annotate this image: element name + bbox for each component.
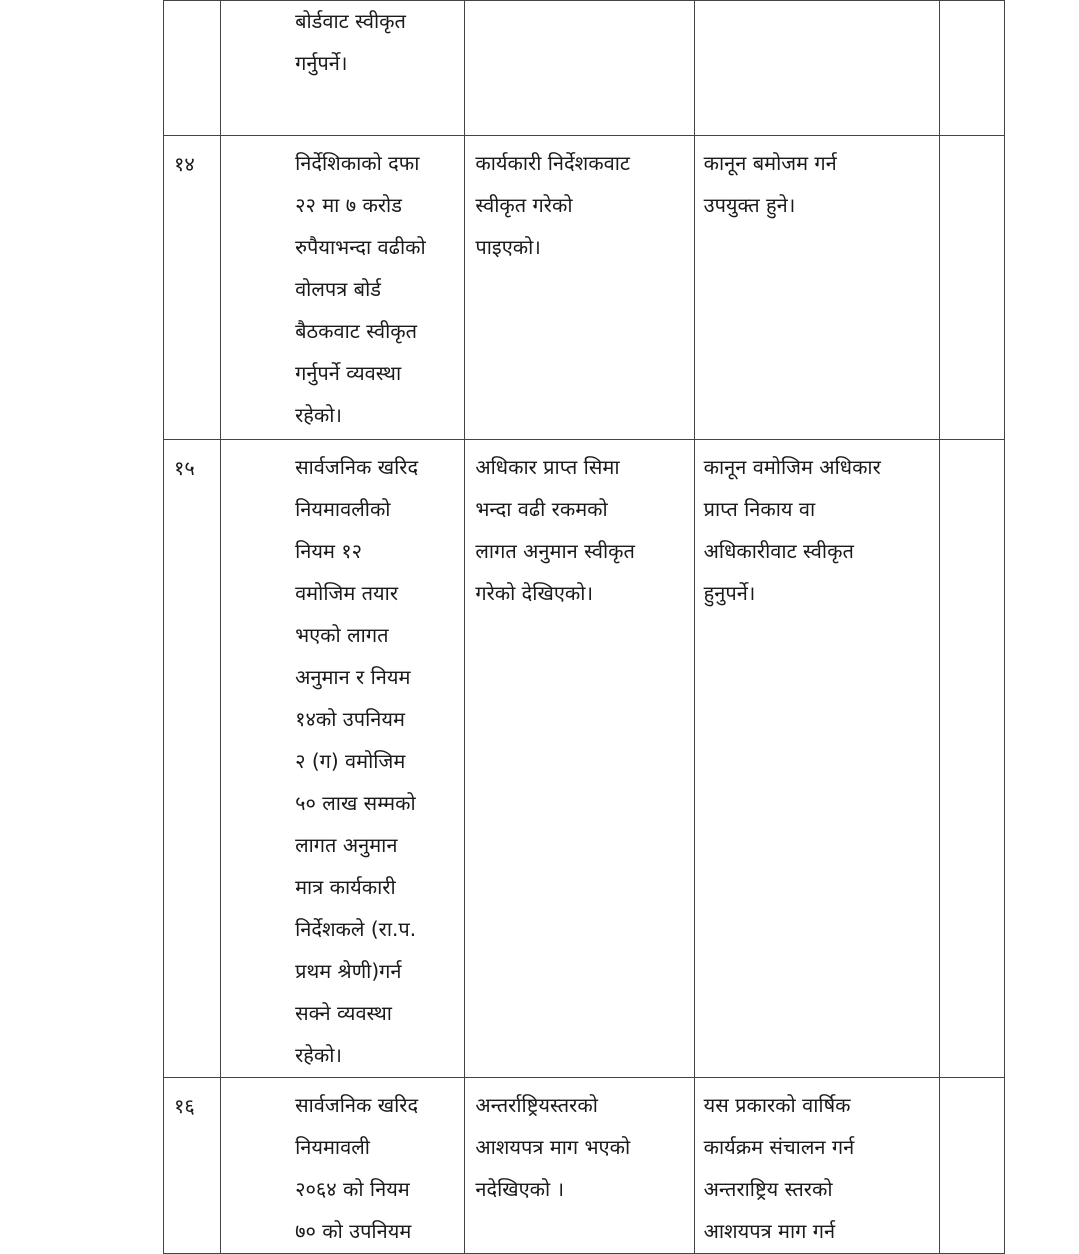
- finding-text: अधिकार प्राप्त सिमा भन्दा वढी रकमको लागत अनुमान स्वीकृत गरेको देखिएको।: [475, 455, 635, 605]
- recommendation-cell: [694, 440, 939, 1078]
- recommendation-cell: [694, 136, 939, 440]
- finding-cell: [465, 136, 694, 440]
- condition-cell: [221, 1, 465, 136]
- recommendation-cell: [694, 1078, 939, 1254]
- row-number-cell: [164, 136, 221, 440]
- row-number-cell: [164, 1078, 221, 1254]
- table-row: [164, 1078, 1005, 1254]
- table-row: [164, 136, 1005, 440]
- row-number: १६: [174, 1094, 195, 1118]
- recommendation-text: कानून बमोजम गर्न उपयुक्त हुने।: [703, 151, 837, 217]
- table-row: [164, 1, 1005, 136]
- condition-text: निर्देशिकाको दफा २२ मा ७ करोड रुपैयाभन्दा वढीको वोलपत्र बोर्ड बैठकवाट स्वीकृत गर्नुपर्ने व्यवस्था रहेको।: [295, 151, 426, 427]
- row-number: १५: [174, 456, 195, 480]
- table-row: [164, 440, 1005, 1078]
- recommendation-text: यस प्रकारको वार्षिक कार्यक्रम संचालन गर्न अन्तराष्ट्रिय स्तरको आशयपत्र माग गर्न: [703, 1093, 855, 1243]
- row-number-cell: [164, 1, 221, 136]
- finding-text: कार्यकारी निर्देशकवाट स्वीकृत गरेको पाइएको।: [475, 151, 630, 259]
- condition-cell: [221, 1078, 465, 1254]
- finding-cell: [465, 440, 694, 1078]
- row-number: १४: [174, 152, 195, 176]
- condition-text: सार्वजनिक खरिद नियमावली २०६४ को नियम ७० को उपनियम: [295, 1093, 419, 1243]
- condition-cell: [221, 440, 465, 1078]
- condition-text: सार्वजनिक खरिद नियमावलीको नियम १२ वमोजिम तयार भएको लागत अनुमान र नियम १४को उपनियम २ (ग) वमोजिम ५० लाख सम्मको लागत अनुमान मात्र कार्यकारी निर्देशकले (रा.प. प्रथम श्रेणी)गर्न सक्ने व्यवस्था रहेको।: [295, 455, 419, 1067]
- row-number-cell: [164, 440, 221, 1078]
- recommendation-cell: [694, 1, 939, 136]
- audit-table: [163, 0, 1005, 1254]
- recommendation-text: कानून वमोजिम अधिकार प्राप्त निकाय वा अधिकारीवाट स्वीकृत हुनुपर्ने।: [703, 455, 881, 605]
- condition-cell: [221, 136, 465, 440]
- finding-text: अन्तर्राष्ट्रियस्तरको आशयपत्र माग भएको नदेखिएको ।: [475, 1093, 631, 1201]
- finding-cell: [465, 1078, 694, 1254]
- remarks-cell: [939, 1078, 1004, 1254]
- remarks-cell: [939, 1, 1004, 136]
- remarks-cell: [939, 440, 1004, 1078]
- finding-cell: [465, 1, 694, 136]
- condition-text: बोर्डवाट स्वीकृत गर्नुपर्ने।: [295, 9, 406, 75]
- remarks-cell: [939, 136, 1004, 440]
